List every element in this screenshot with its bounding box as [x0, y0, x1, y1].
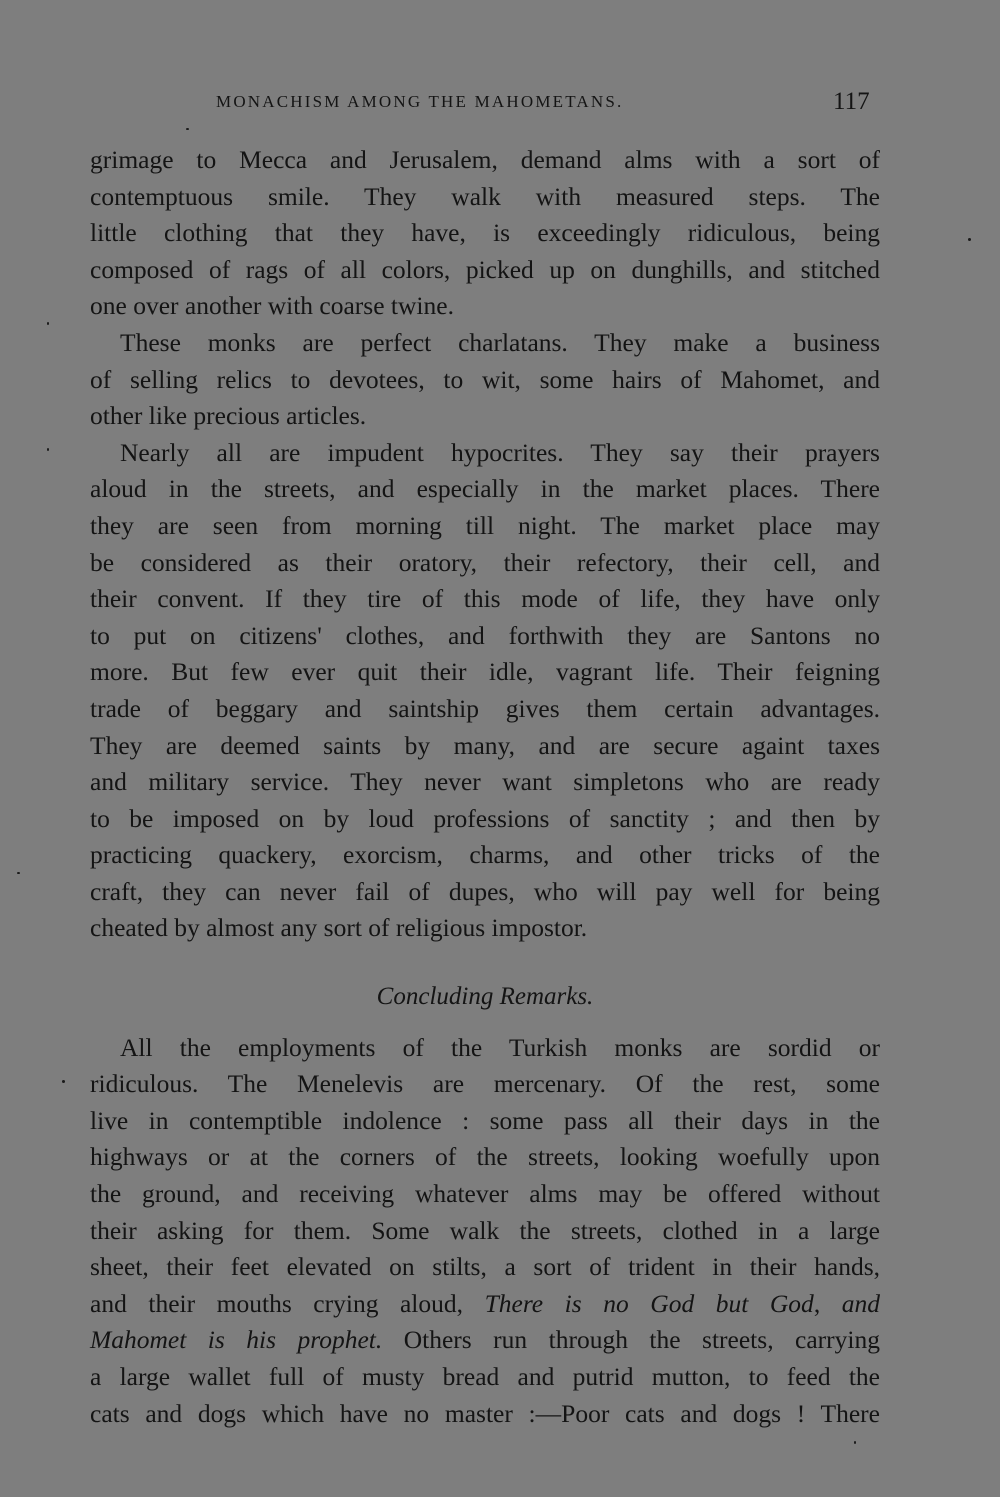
quotation-italic: Mahomet is his prophet.	[90, 1325, 383, 1355]
text-line: to put on citizens' clothes, and forthwith they are Santons no	[90, 620, 880, 650]
text-line: Nearly all are impudent hypocrites. They say their prayers	[120, 437, 880, 467]
text-line: trade of beggary and saintship gives them certain advantages.	[90, 693, 880, 723]
text-line: live in contemptible indolence : some pass all their days in the	[90, 1105, 880, 1135]
text-line: aloud in the streets, and especially in the market places. There	[90, 474, 880, 504]
running-title: MONACHISM AMONG THE MAHOMETANS.	[216, 92, 624, 111]
text-line: These monks are perfect charlatans. They make a business	[120, 327, 880, 357]
text-line-mixed	[90, 1322, 880, 1359]
print-speck	[62, 1080, 65, 1083]
text-line-mixed	[90, 1286, 880, 1323]
paragraph-4	[90, 1030, 880, 1433]
text-line: be considered as their oratory, their refectory, their cell, and	[90, 547, 880, 577]
text-line: their convent. If they tire of this mode of life, they have only	[90, 584, 880, 614]
print-speck	[47, 448, 49, 451]
text-line: more. But few ever quit their idle, vagrant life. Their feigning	[90, 657, 880, 687]
text-line: other like precious articles.	[90, 401, 367, 431]
text-line: cats and dogs which have no master :—Poor cats and dogs ! There	[90, 1398, 880, 1428]
text-line: the ground, and receiving whatever alms may be offered without	[90, 1179, 880, 1209]
paragraph-3	[90, 435, 880, 947]
text-line: craft, they can never fail of dupes, who will pay well for being	[90, 876, 880, 906]
text-line: cheated by almost any sort of religious impostor.	[90, 913, 588, 943]
text-line: highways or at the corners of the streets, looking woefully upon	[90, 1142, 880, 1172]
text-line: one over another with coarse twine.	[90, 291, 454, 321]
text-line: contemptuous smile. They walk with measured steps. The	[90, 181, 880, 211]
print-speck	[17, 872, 20, 874]
text-line: grimage to Mecca and Jerusalem, demand alms with a sort of	[90, 145, 880, 174]
text-line: sheet, their feet elevated on stilts, a sort of trident in their hands,	[90, 1252, 880, 1282]
page-number: 117	[833, 88, 870, 115]
print-speck	[186, 128, 189, 130]
quotation-italic: and	[841, 1288, 880, 1318]
text-line: composed of rags of all colors, picked up on dunghills, and stitched	[90, 254, 880, 284]
text-line: little clothing that they have, is exceedingly ridiculous, being	[90, 218, 880, 248]
body-text	[90, 142, 880, 1432]
line-text: and their mouths crying aloud,	[90, 1288, 485, 1318]
line-text: Others run through the streets, carrying	[382, 1325, 880, 1355]
text-line: a large wallet full of musty bread and putrid mutton, to feed the	[90, 1362, 880, 1391]
text-line: All the employments of the Turkish monks are sordid or	[120, 1032, 880, 1062]
print-speck	[47, 322, 49, 325]
line-text: ,	[813, 1288, 842, 1318]
text-line: their asking for them. Some walk the streets, clothed in a large	[90, 1215, 880, 1245]
section-heading: Concluding Remarks.	[376, 983, 594, 1011]
text-line: They are deemed saints by many, and are secure againt taxes	[90, 730, 880, 760]
paragraph-2	[90, 325, 880, 435]
text-line: to be imposed on by loud professions of sanctity ; and then by	[90, 803, 880, 833]
text-line: practicing quackery, exorcism, charms, and other tricks of the	[90, 840, 880, 870]
print-speck	[854, 1441, 856, 1444]
paragraph-1	[90, 142, 880, 325]
quotation-italic: There is no God but God	[484, 1288, 814, 1318]
text-line: they are seen from morning till night. The market place may	[90, 510, 880, 540]
text-line: ridiculous. The Menelevis are mercenary. Of the rest, some	[90, 1069, 880, 1099]
print-speck	[968, 238, 971, 241]
running-head	[0, 88, 1000, 118]
text-line: of selling relics to devotees, to wit, some hairs of Mahomet, and	[90, 364, 880, 394]
text-line: and military service. They never want simpletons who are ready	[90, 767, 880, 797]
